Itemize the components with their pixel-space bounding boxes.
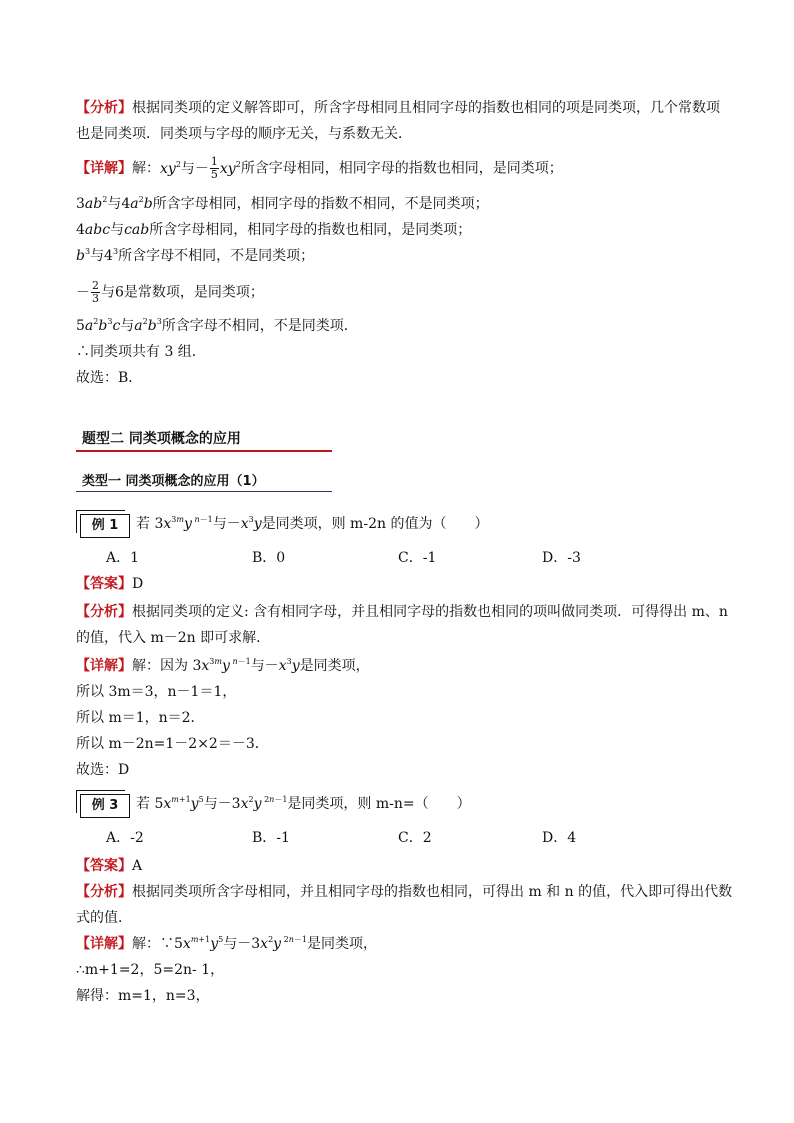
option-b: B．-1 <box>252 830 290 846</box>
section-title: 题型二 同类项概念的应用 <box>82 431 241 447</box>
analysis-tag: 【分析】 <box>76 604 132 620</box>
detail-line: 【详解】解：$\because 5x^{m+1}y^5$与$-3x^2y$ $^{2n-1}$是同类项， <box>76 935 377 952</box>
math-expression: $3ab^2$与$4a^2b$ <box>76 195 153 212</box>
option-b: B．0 <box>252 550 286 566</box>
option-a: A．1 <box>106 550 140 566</box>
detail-line-8: 故选：B． <box>76 370 143 386</box>
answer-line <box>76 574 143 594</box>
detail-line-6: $5a^2b^3c$与$a^2b^3$所含字母不相同，不是同类项． <box>76 317 358 334</box>
analysis-line: 【分析】根据同类项的定义: 含有相同字母，并且相同字母的指数也相同的项叫做同类项．可得得出 m、n <box>76 604 728 620</box>
detail-line-2: ∴m+1=2，5=2n- 1， <box>76 962 225 978</box>
option-c: C．2 <box>398 830 432 846</box>
analysis-line-2: 也是同类项．同类项与字母的顺序无关，与系数无关． <box>76 126 412 142</box>
detail-tag: 【详解】 <box>76 658 132 674</box>
detail-line-2: $3ab^2$与$4a^2b$所含字母相同，相同字母的指数不相同，不是同类项； <box>76 195 489 212</box>
detail-line-3: 4abc与cab所含字母相同，相同字母的指数也相同，是同类项； <box>76 222 472 238</box>
answer-value: D <box>132 576 144 592</box>
example-question: 若 $3x^{3m}y$ $^{n-1}$与$-x^3y$是同类项，则 m-2n 的值为（ ） <box>136 515 489 532</box>
section-divider <box>76 450 332 452</box>
answer-tag: 【答案】 <box>76 858 132 874</box>
detail-line-4: $b^3$与$4^3$所含字母不相同，不是同类项； <box>76 247 315 264</box>
option-c: C．-1 <box>398 550 437 566</box>
detail-line-5: 故选：D <box>76 762 130 778</box>
example-label-box: 例 3 <box>80 794 130 818</box>
option-d: D．-3 <box>542 550 581 566</box>
math-expression: $5a^2b^3c$与$a^2b^3$ <box>76 317 162 334</box>
example-question: 若 $5x^{m+1}y^5$与$-3x^2y$ $^{2n-1}$是同类项，则 m-n=（ ） <box>136 795 471 812</box>
analysis-line-2: 式的值． <box>76 910 132 926</box>
analysis-line: 【分析】根据同类项所含字母相同，并且相同字母的指数也相同，可得出 m 和 n 的值，代入即可得出代数 <box>76 884 733 900</box>
detail-line-3: 所以 m＝1，n＝2． <box>76 710 205 726</box>
detail-line-4: 所以 m－2n=1－2×2＝－3． <box>76 736 269 752</box>
option-a: A．-2 <box>106 830 144 846</box>
subsection-divider <box>76 491 332 492</box>
math-expression: $3x^{3m}y$ $^{n-1}$与$-x^3y$ <box>192 657 300 674</box>
detail-tag: 【详解】 <box>76 936 132 952</box>
detail-tag: 【详解】 <box>76 160 132 177</box>
math-expression: $xy^2$与－ $\frac{1}{5}$ $xy^2$ <box>160 155 241 181</box>
math-expression: $5x^{m+1}y^5$与$-3x^2y$ $^{2n-1}$ <box>154 795 288 812</box>
answer-value: A <box>132 858 143 874</box>
detail-line: 【详解】解：$xy^2$与－ $\frac{1}{5}$ $xy^2$所含字母相同，相同字母的指数也相同，是同类项； <box>76 155 563 181</box>
analysis-tag: 【分析】 <box>76 100 132 116</box>
math-expression: $b^3$与$4^3$ <box>76 247 119 264</box>
math-expression: $5x^{m+1}y^5$与$-3x^2y$ $^{2n-1}$ <box>174 935 307 952</box>
option-d: D．4 <box>542 830 577 846</box>
detail-line-5: － $\frac{2}{3}$ 与6是常数项，是同类项； <box>76 279 264 305</box>
analysis-line <box>76 98 720 118</box>
analysis-tag: 【分析】 <box>76 884 132 900</box>
example-label-box: 例 1 <box>80 514 130 538</box>
math-expression: $3x^{3m}y$ $^{n-1}$与$-x^3y$ <box>154 515 262 532</box>
detail-line: 【详解】解：因为 $3x^{3m}y$ $^{n-1}$与$-x^3y$是同类项， <box>76 657 370 674</box>
answer-line <box>76 856 142 876</box>
detail-line-3: 解得：m=1，n=3， <box>76 988 210 1004</box>
detail-line-2: 所以 3m＝3，n－1＝1， <box>76 684 237 700</box>
analysis-text: 根据同类项的定义解答即可，所含字母相同且相同字母的指数也相同的项是同类项，几个常数项 <box>132 100 720 116</box>
subsection-title: 类型一 同类项概念的应用（1） <box>82 474 265 489</box>
detail-line-7: ∴同类项共有 3 组． <box>76 344 206 360</box>
math-expression: － $\frac{2}{3}$ <box>76 279 99 305</box>
answer-tag: 【答案】 <box>76 576 132 592</box>
math-expression: 4abc与cab <box>76 222 150 238</box>
analysis-line-2: 的值，代入 m－2n 即可求解． <box>76 630 271 646</box>
